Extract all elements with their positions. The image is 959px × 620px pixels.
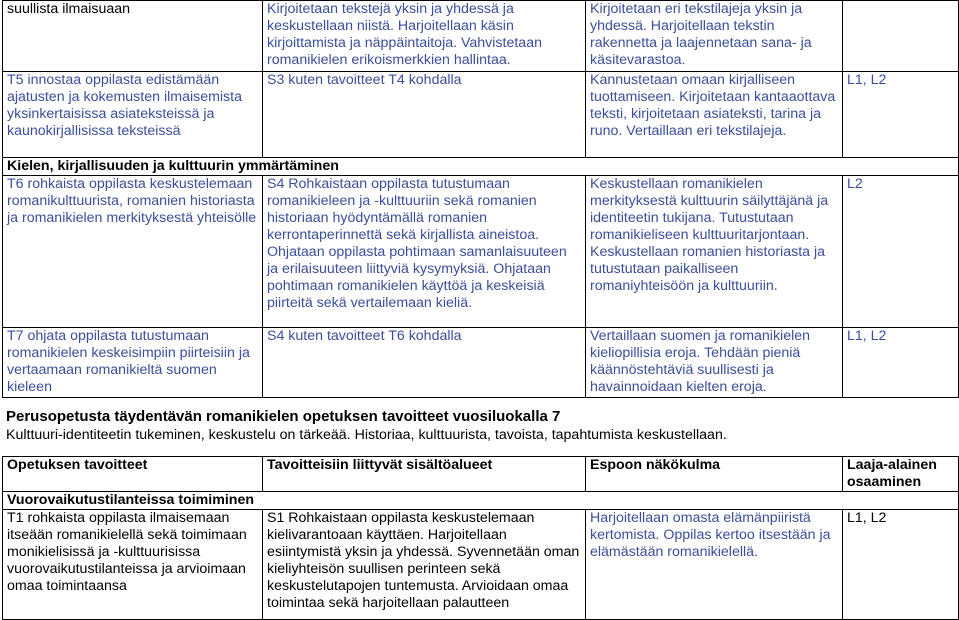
curriculum-table-grade-6: [2, 0, 959, 398]
grade-7-subtitle: Kulttuuri-identiteetin tukeminen, keskustelu on tärkeää. Historiaa, kulttuurista, tavoista, tapahtumista keskustellaan.: [6, 427, 727, 443]
objective-cell: suullista ilmaisuaan: [3, 1, 263, 72]
content-cell: S1 Rohkaistaan oppilasta keskustelemaan kielivarantoaan käyttäen. Harjoitellaan esiintymistä yksin ja yhdessä. Syvennetään oman kieliyhteisön suullisen perinteen sekä keskustelutapojen tuntemusta. Arvioidaan omaa toimintaa sekä harjoitellaan palautteen: [263, 510, 586, 620]
content-cell: S4 Rohkaistaan oppilasta tutustumaan romanikieleen ja -kulttuuriin sekä romanien historiaan hyödyntämällä romanien kerrontaperinnettä sekä kirjallista aineistoa. Ohjataan oppilasta pohtimaan samanlaisuuteen ja erilaisuuteen liittyviä kysymyksiä. Ohjataan pohtimaan romanikielen käyttöä ja keskeisiä piirteitä sekä vertailemaan kieliä.: [263, 176, 586, 328]
objective-cell: T5 innostaa oppilasta edistämään ajatusten ja kokemusten ilmaisemista yksinkertaisissa asiateksteissä ja kaunokirjallisissa teksteissä: [3, 72, 263, 158]
section-heading: Vuorovaikutustilanteissa toimiminen: [3, 492, 959, 510]
competence-cell: L1, L2: [843, 510, 959, 620]
grade-7-title: Perusopetusta täydentävän romanikielen opetuksen tavoitteet vuosiluokalla 7: [6, 408, 561, 425]
table-row: [3, 72, 959, 158]
grade-7-heading-block: [6, 408, 956, 444]
table-row: [3, 510, 959, 620]
header-row: [3, 457, 959, 492]
espoo-perspective-cell: Keskustellaan romanikielen merkityksestä kulttuurin säilyttäjänä ja identiteetin tukijana. Tutustutaan romanikieliseen kulttuuritarjontaan. Keskustellaan romanien historiasta ja tutustutaan paikalliseen romaniyhteisöön ja kulttuuriin.: [586, 176, 843, 328]
content-cell: S4 kuten tavoitteet T6 kohdalla: [263, 328, 586, 398]
competence-cell: [843, 1, 959, 72]
objective-cell: T1 rohkaista oppilasta ilmaisemaan itseään romanikielellä sekä toimimaan monikielisissä ja -kulttuurisissa vuorovaikutustilanteissa ja arvioimaan omaa toimintaansa: [3, 510, 263, 620]
column-header-contents: Tavoitteisiin liittyvät sisältöalueet: [263, 457, 586, 492]
competence-cell: L1, L2: [843, 328, 959, 398]
section-heading: Kielen, kirjallisuuden ja kulttuurin ymmärtäminen: [3, 158, 959, 176]
content-cell: Kirjoitetaan tekstejä yksin ja yhdessä ja keskustellaan niistä. Harjoitellaan käsin kirjoittamista ja näppäintaitoja. Vahvistetaan romanikielen erikoismerkkien hallintaa.: [263, 1, 586, 72]
content-cell: S3 kuten tavoitteet T4 kohdalla: [263, 72, 586, 158]
objective-cell: T7 ohjata oppilasta tutustumaan romanikielen keskeisimpiin piirteisiin ja vertaamaan romanikieltä suomen kieleen: [3, 328, 263, 398]
competence-cell: L2: [843, 176, 959, 328]
competence-cell: L1, L2: [843, 72, 959, 158]
objective-cell: T6 rohkaista oppilasta keskustelemaan romanikulttuurista, romanien historiasta ja romanikielen merkityksestä yhteisölle: [3, 176, 263, 328]
espoo-perspective-cell: Kannustetaan omaan kirjalliseen tuottamiseen. Kirjoitetaan kantaaottava teksti, kirjoitetaan asiateksti, tarina ja runo. Vertaillaan eri tekstilajeja.: [586, 72, 843, 158]
curriculum-table-grade-7: [2, 456, 959, 620]
espoo-perspective-cell: Kirjoitetaan eri tekstilajeja yksin ja yhdessä. Harjoitellaan tekstin rakennetta ja laajennetaan sana- ja käsitevarastoa.: [586, 1, 843, 72]
table-row: [3, 1, 959, 72]
section-row: [3, 158, 959, 176]
table-row: [3, 176, 959, 328]
espoo-perspective-cell: Vertaillaan suomen ja romanikielen kieliopillisia eroja. Tehdään pieniä käännöstehtäviä suullisesti ja havainnoidaan kielten eroja.: [586, 328, 843, 398]
column-header-competence: Laaja-alainen osaaminen: [843, 457, 959, 492]
section-row: [3, 492, 959, 510]
column-header-objectives: Opetuksen tavoitteet: [3, 457, 263, 492]
table-row: [3, 328, 959, 398]
column-header-espoo: Espoon näkökulma: [586, 457, 843, 492]
espoo-perspective-cell: Harjoitellaan omasta elämänpiiristä kertomista. Oppilas kertoo itsestään ja elämästään romanikielellä.: [586, 510, 843, 620]
